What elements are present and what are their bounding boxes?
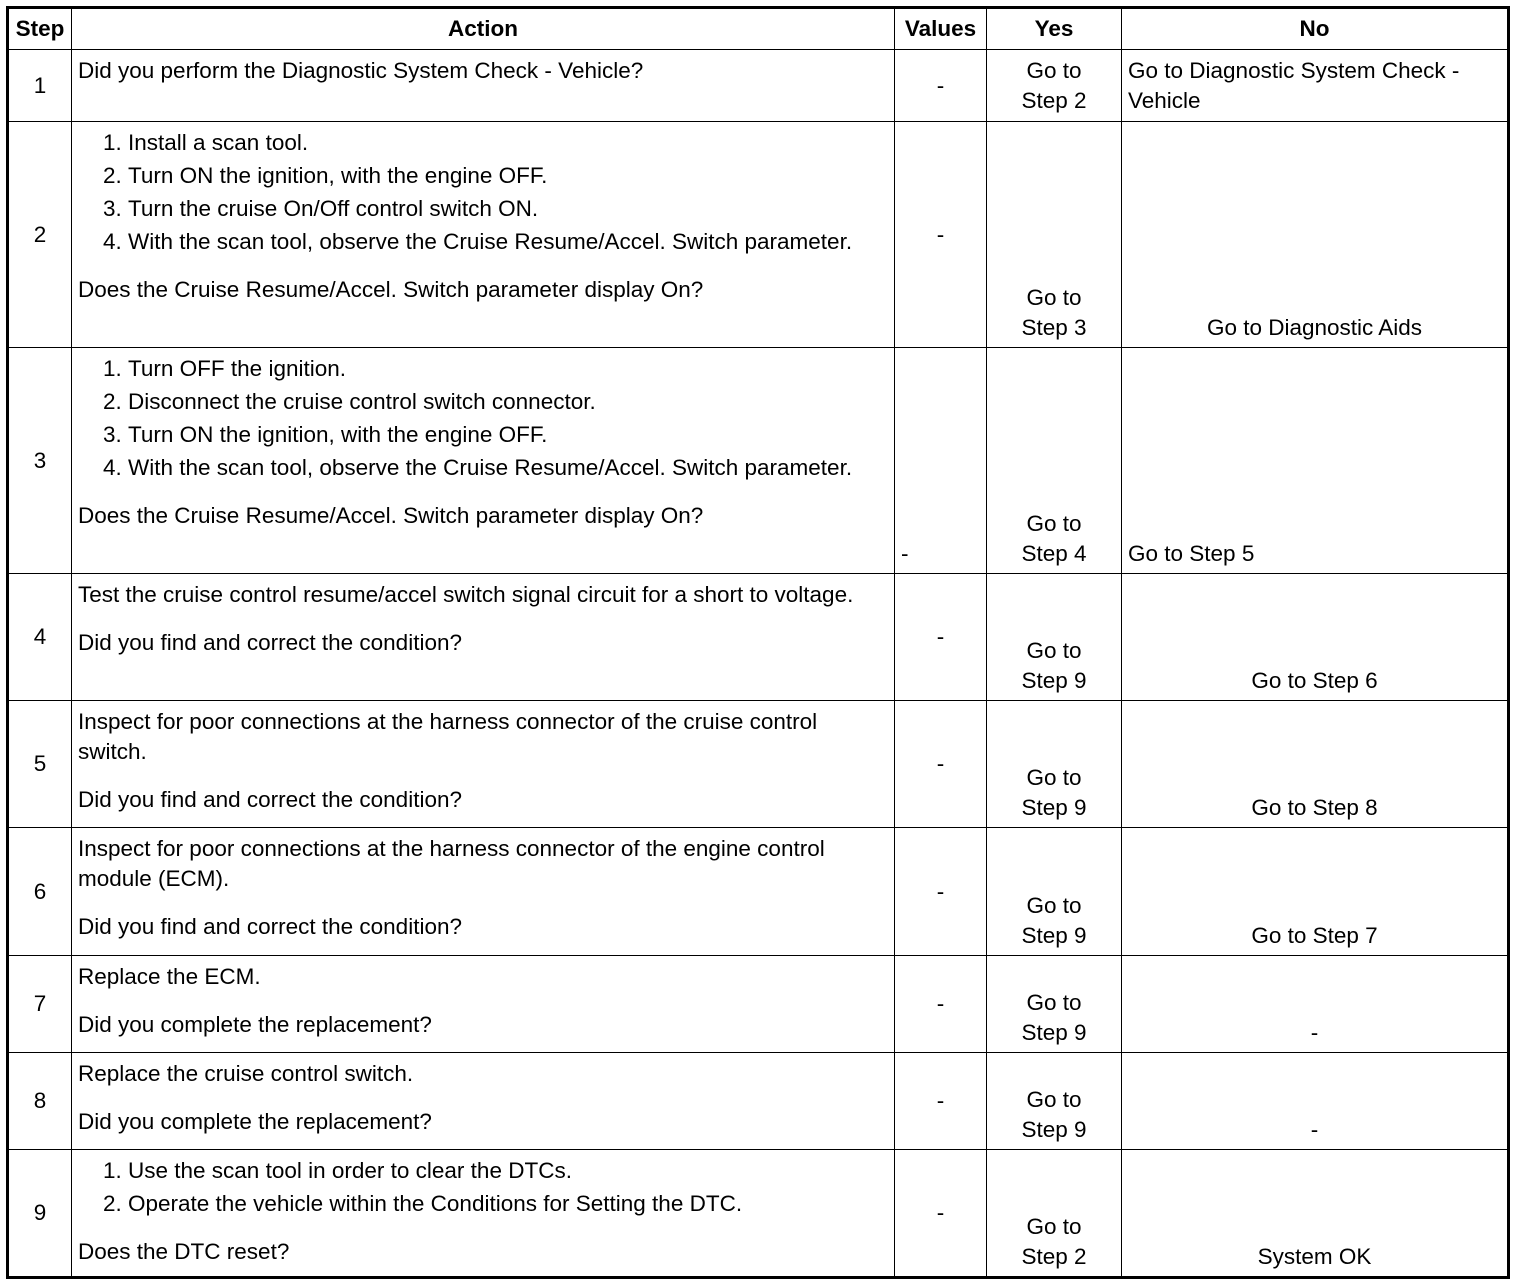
action-cell [72,956,895,1053]
header-yes: Yes [987,8,1122,50]
values-cell: - [895,701,987,828]
yes-line-1: Go to [1026,1087,1082,1112]
action-question: Did you complete the replacement? [78,1012,432,1037]
header-row [8,8,1509,50]
instruction-item: 2. Operate the vehicle within the Conditions for Setting the DTC. [128,1189,888,1219]
no-cell [1122,1150,1509,1278]
step-number: 3 [8,348,72,574]
values-cell: - [895,122,987,348]
instruction-item: 2. Disconnect the cruise control switch connector. [128,387,888,417]
no-cell [1122,1053,1509,1150]
values-cell: - [895,348,987,574]
yes-line-1: Go to [1026,638,1082,663]
instruction-list [78,1156,888,1219]
table-row-step-5 [8,701,1509,828]
yes-cell [987,701,1122,828]
action-question: Did you complete the replacement? [78,1109,432,1134]
step-number: 8 [8,1053,72,1150]
yes-line-2: Step 3 [1021,315,1087,340]
no-line-1: Go to Step 6 [1251,668,1378,693]
no-cell [1122,956,1509,1053]
table-row-step-1 [8,50,1509,122]
yes-line-2: Step 9 [1021,795,1087,820]
action-question: Did you find and correct the condition? [78,914,462,939]
action-question: Did you find and correct the condition? [78,787,462,812]
values-cell: - [895,956,987,1053]
yes-line-1: Go to [1026,765,1082,790]
step-number: 6 [8,828,72,956]
action-text: Test the cruise control resume/accel switch signal circuit for a short to voltage. [78,582,854,607]
values-cell: - [895,574,987,701]
no-line-1: - [1310,1020,1319,1045]
instruction-item: 3. Turn the cruise On/Off control switch ON. [128,194,888,224]
header-values: Values [895,8,987,50]
action-cell [72,1053,895,1150]
table-row-step-2 [8,122,1509,348]
header-step: Step [8,8,72,50]
yes-line-2: Step 4 [1021,541,1087,566]
action-text: Did you perform the Diagnostic System Check - Vehicle? [78,58,644,83]
step-number: 2 [8,122,72,348]
instruction-item: 1. Turn OFF the ignition. [128,354,888,384]
yes-line-1: Go to [1026,285,1082,310]
step-number: 7 [8,956,72,1053]
yes-line-1: Go to [1026,58,1082,83]
table-row-step-6 [8,828,1509,956]
action-text: Replace the cruise control switch. [78,1061,414,1086]
header-action: Action [72,8,895,50]
table-row-step-8 [8,1053,1509,1150]
action-cell [72,1150,895,1278]
step-number: 5 [8,701,72,828]
yes-line-1: Go to [1026,990,1082,1015]
no-cell [1122,122,1509,348]
action-question: Does the Cruise Resume/Accel. Switch parameter display On? [78,277,704,302]
values-cell: - [895,50,987,122]
no-line-1: - [1310,1117,1319,1142]
action-cell [72,701,895,828]
action-cell [72,122,895,348]
yes-cell [987,956,1122,1053]
yes-line-2: Step 2 [1021,88,1087,113]
no-line-1: Go to Step 5 [1128,541,1255,566]
yes-cell [987,348,1122,574]
action-cell [72,828,895,956]
values-cell: - [895,828,987,956]
table-row-step-9 [8,1150,1509,1278]
action-text: Inspect for poor connections at the harness connector of the cruise control switch. [78,709,818,764]
yes-line-2: Step 2 [1021,1244,1087,1269]
instruction-item: 1. Install a scan tool. [128,128,888,158]
action-text: Replace the ECM. [78,964,261,989]
instruction-list [78,354,888,483]
step-number: 9 [8,1150,72,1278]
no-line-1: Go to Diagnostic System Check - [1128,58,1460,83]
yes-line-2: Step 9 [1021,1020,1087,1045]
action-question: Did you find and correct the condition? [78,630,462,655]
yes-line-1: Go to [1026,893,1082,918]
no-cell [1122,701,1509,828]
yes-cell [987,1150,1122,1278]
instruction-item: 2. Turn ON the ignition, with the engine OFF. [128,161,888,191]
yes-line-1: Go to [1026,1214,1082,1239]
yes-line-2: Step 9 [1021,1117,1087,1142]
yes-line-2: Step 9 [1021,668,1087,693]
instruction-list [78,128,888,257]
action-cell [72,574,895,701]
values-cell: - [895,1150,987,1278]
yes-line-2: Step 9 [1021,923,1087,948]
yes-cell [987,574,1122,701]
instruction-item: 4. With the scan tool, observe the Cruise Resume/Accel. Switch parameter. [128,227,888,257]
no-line-1: Go to Step 7 [1251,923,1378,948]
yes-cell [987,122,1122,348]
table-row-step-7 [8,956,1509,1053]
no-line-2: Vehicle [1128,88,1201,113]
no-cell [1122,828,1509,956]
no-cell [1122,50,1509,122]
instruction-item: 3. Turn ON the ignition, with the engine OFF. [128,420,888,450]
action-question: Does the Cruise Resume/Accel. Switch parameter display On? [78,503,704,528]
instruction-item: 4. With the scan tool, observe the Cruise Resume/Accel. Switch parameter. [128,453,888,483]
step-number: 1 [8,50,72,122]
yes-cell [987,50,1122,122]
action-cell [72,50,895,122]
diagnostic-table [6,6,1510,1279]
action-text: Inspect for poor connections at the harness connector of the engine control module (ECM). [78,836,825,891]
table-row-step-3 [8,348,1509,574]
no-cell [1122,574,1509,701]
yes-cell [987,828,1122,956]
action-cell [72,348,895,574]
no-line-1: System OK [1257,1244,1372,1269]
yes-cell [987,1053,1122,1150]
header-no: No [1122,8,1509,50]
no-cell [1122,348,1509,574]
table-row-step-4 [8,574,1509,701]
instruction-item: 1. Use the scan tool in order to clear the DTCs. [128,1156,888,1186]
yes-line-1: Go to [1026,511,1082,536]
no-line-1: Go to Step 8 [1251,795,1378,820]
no-line-1: Go to Diagnostic Aids [1206,315,1423,340]
action-question: Does the DTC reset? [78,1239,290,1264]
step-number: 4 [8,574,72,701]
values-cell: - [895,1053,987,1150]
